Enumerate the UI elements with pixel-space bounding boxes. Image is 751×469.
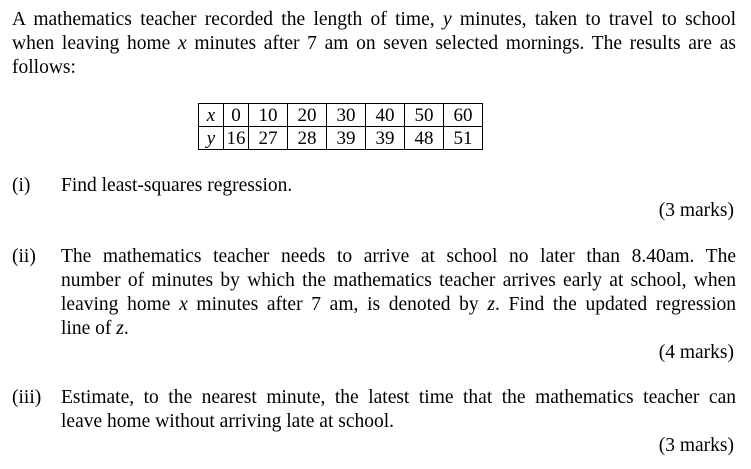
table-row-x <box>199 104 483 127</box>
part-line: Estimate, to the nearest minute, the latest time that the mathematics teacher can <box>61 387 736 408</box>
intro-line-2 <box>12 32 736 56</box>
variable-z: z <box>487 294 495 315</box>
part-text-segment: line of <box>61 318 117 339</box>
intro-line-3: follows: <box>12 57 76 78</box>
part-number: (i) <box>12 175 31 196</box>
intro-text: when leaving home <box>12 33 178 54</box>
part-text <box>61 245 736 341</box>
row-header-y: y <box>199 127 224 150</box>
variable-x: x <box>179 294 188 315</box>
part-text-segment: leaving home <box>61 294 180 315</box>
marks-label: (3 marks) <box>658 200 734 221</box>
marks-label: (3 marks) <box>658 435 734 456</box>
table-cell: 48 <box>405 127 444 150</box>
intro-text: minutes, taken to travel to school <box>451 9 736 30</box>
row-header-x: x <box>199 104 224 127</box>
table-cell: 30 <box>327 104 366 127</box>
question-intro <box>12 8 736 80</box>
table-cell: 39 <box>327 127 366 150</box>
part-line: number of minutes by which the mathematics teacher arrives early at school, when <box>61 270 736 291</box>
part-text <box>61 174 736 198</box>
part-number: (iii) <box>12 387 42 408</box>
part-text <box>61 386 736 434</box>
part-line <box>61 317 736 341</box>
table-row-y <box>199 127 483 150</box>
part-number: (ii) <box>12 246 36 267</box>
table-cell: 39 <box>366 127 405 150</box>
marks-label: (4 marks) <box>658 342 734 363</box>
table-cell: 28 <box>288 127 327 150</box>
data-table <box>198 103 483 150</box>
variable-z: z <box>116 318 124 339</box>
part-line <box>61 293 736 317</box>
table-cell: 0 <box>224 104 249 127</box>
data-table-container <box>198 103 483 150</box>
table-cell: 40 <box>366 104 405 127</box>
table-cell: 60 <box>444 104 483 127</box>
part-text-segment: . Find the updated regression <box>494 294 736 315</box>
part-text-segment: . <box>123 318 129 339</box>
table-cell: 16 <box>224 127 249 150</box>
table-cell: 27 <box>249 127 288 150</box>
intro-line-1 <box>12 8 736 32</box>
table-cell: 10 <box>249 104 288 127</box>
intro-text: A mathematics teacher recorded the length of time, <box>12 9 443 30</box>
part-text-segment: minutes after 7 am, is denoted by <box>187 294 488 315</box>
table-cell: 51 <box>444 127 483 150</box>
variable-x: x <box>178 33 187 54</box>
variable-y: y <box>442 9 452 30</box>
part-line: Find least-squares regression. <box>61 175 293 196</box>
intro-text: minutes after 7 am on seven selected mornings. The results are as <box>186 33 736 54</box>
table-cell: 20 <box>288 104 327 127</box>
part-line: The mathematics teacher needs to arrive at school no later than 8.40am. The <box>61 246 736 267</box>
part-line: leave home without arriving late at school. <box>61 411 395 432</box>
table-cell: 50 <box>405 104 444 127</box>
